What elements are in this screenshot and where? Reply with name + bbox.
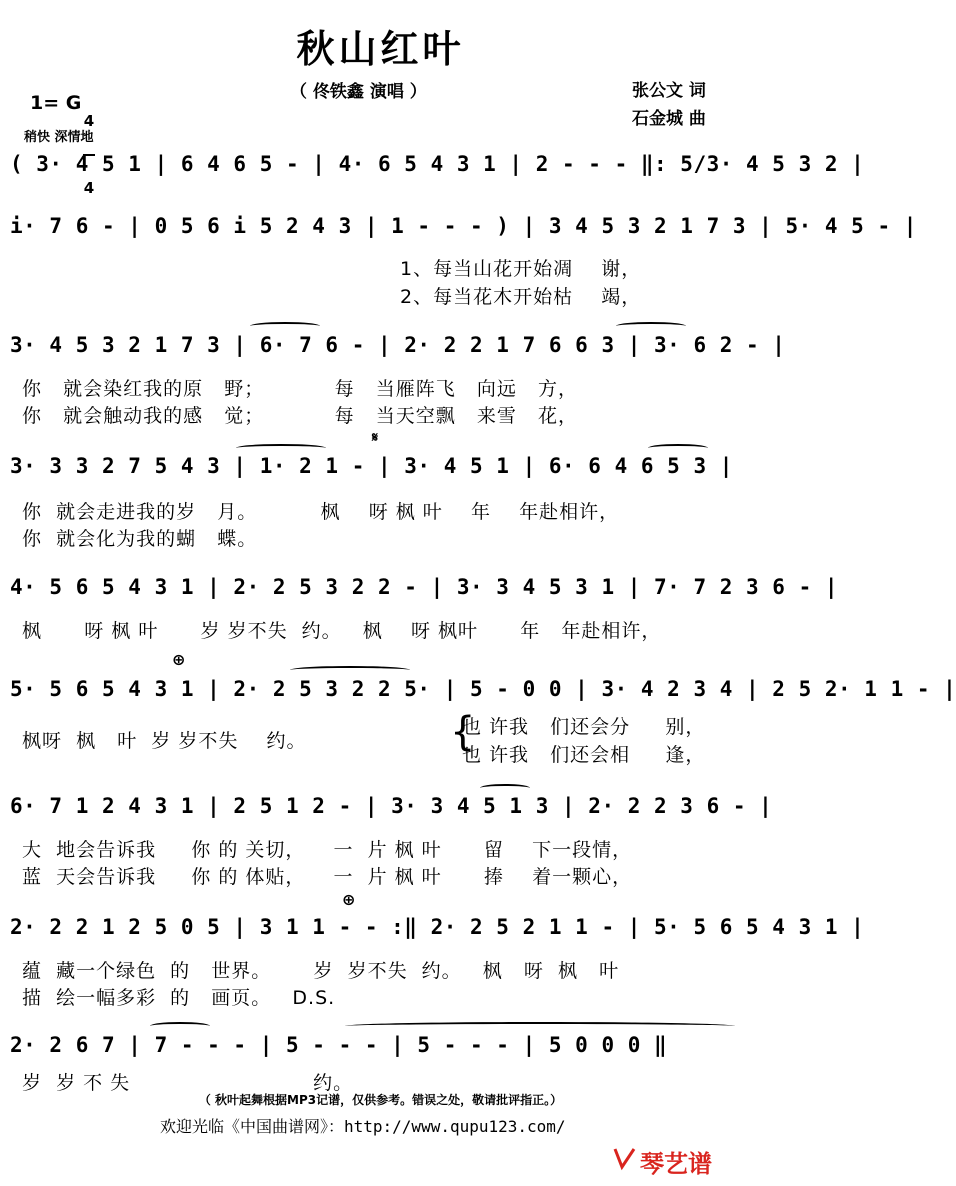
- lyric-line-8a: 蕴 藏一个绿色 的 世界。 岁 岁不失 约。 枫 呀 枫 叶: [22, 960, 620, 982]
- music-line-7: 6· 7 1 2 4 3 1 | 2 5 1 2 - | 3· 3 4 5 1 3 | 2· 2 2 3 6 - |: [10, 794, 773, 818]
- music-line-4: 3· 3 3 2 7 5 4 3 | 1· 2 1 - | 3· 4 5 1 | 6· 6 4 6 5 3 |: [10, 454, 733, 478]
- lyric-line-6c: 也 许我 们还会相 逢，: [462, 744, 706, 766]
- coda-sign-1: ⊕: [172, 650, 186, 669]
- lyric-line-3a: 你 就会染红我的原 野； 每 当雁阵飞 向远 方，: [22, 378, 578, 400]
- music-line-3: 3· 4 5 3 2 1 7 3 | 6· 7 6 - | 2· 2 2 1 7 6 6 3 | 3· 6 2 - |: [10, 333, 786, 357]
- music-line-5: 4· 5 6 5 4 3 1 | 2· 2 5 3 2 2 - | 3· 3 4 5 3 1 | 7· 7 2 3 6 - |: [10, 575, 839, 599]
- time-signature-bottom: 4: [83, 179, 95, 197]
- lyric-line-2a: 1、每当山花开始凋 谢，: [400, 258, 642, 280]
- logo-icon: [612, 1145, 638, 1171]
- tie-arc: [290, 666, 410, 674]
- lyric-line-9a: 岁 岁 不 失 约。: [22, 1072, 354, 1094]
- lyric-line-4b: 你 就会化为我的蝴 蝶。: [22, 528, 258, 550]
- lyric-line-6b: 也 许我 们还会分 别，: [462, 716, 706, 738]
- lyric-line-8b: 描 绘一幅多彩 的 画页。 D.S.: [22, 987, 336, 1009]
- coda-sign-2: ⊕: [342, 890, 356, 909]
- tie-arc: [648, 444, 708, 452]
- composer-credit: 石金城 曲: [632, 109, 706, 129]
- repeat-brace: {: [450, 709, 476, 755]
- website-link[interactable]: 欢迎光临《中国曲谱网》：http://www.qupu123.com/: [160, 1117, 566, 1136]
- tie-arc: [345, 1022, 735, 1030]
- music-line-2: i· 7 6 - | 0 5 6 i 5 2 4 3 | 1 - - - ) | 3 4 5 3 2 1 7 3 | 5· 4 5 - |: [10, 214, 917, 238]
- music-line-1: ( 3· 4 5 1 | 6 4 6 5 - | 4· 6 5 4 3 1 | 2 - - - ‖: 5/3· 4 5 3 2 |: [10, 152, 865, 176]
- time-signature: [83, 89, 95, 208]
- music-line-8: 2· 2 2 1 2 5 0 5 | 3 1 1 - - :‖ 2· 2 5 2 1 1 - | 5· 5 6 5 4 3 1 |: [10, 915, 865, 939]
- time-signature-top: 4: [83, 112, 95, 130]
- tie-arc: [616, 322, 686, 330]
- tie-arc: [236, 444, 326, 452]
- tie-arc: [150, 1022, 210, 1030]
- lyric-line-5a: 枫 呀 枫 叶 岁 岁不失 约。 枫 呀 枫叶 年 年赴相许，: [22, 620, 662, 642]
- tie-arc: [250, 322, 320, 330]
- key-signature: 1= G: [30, 92, 82, 114]
- tempo-marking: 稍快 深情地: [24, 130, 94, 145]
- song-title: 秋山红叶: [296, 27, 465, 71]
- tie-arc: [480, 784, 530, 792]
- lyric-line-7b: 蓝 天会告诉我 你 的 体贴， 一 片 枫 叶 捧 着一颗心，: [22, 866, 633, 888]
- music-line-6: 5· 5 6 5 4 3 1 | 2· 2 5 3 2 2 5· | 5 - 0 0 | 3· 4 2 3 4 | 2 5 2· 1 1 - |: [10, 677, 956, 701]
- lyric-line-4a: 你 就会走进我的岁 月。 枫 呀 枫 叶 年 年赴相许，: [22, 501, 620, 523]
- lyric-line-6a: 枫呀 枫 叶 岁 岁不失 约。: [22, 730, 307, 752]
- singer-credit: （ 佟铁鑫 演唱 ）: [290, 82, 427, 102]
- footnote: （ 秋叶起舞根据MP3记谱，仅供参考。错误之处，敬请批评指正。）: [198, 1093, 563, 1107]
- lyric-line-7a: 大 地会告诉我 你 的 关切， 一 片 枫 叶 留 下一段情，: [22, 839, 633, 861]
- lyric-line-3b: 你 就会触动我的感 觉； 每 当天空飘 来雪 花，: [22, 405, 578, 427]
- lyric-line-2b: 2、每当花木开始枯 竭，: [400, 286, 642, 308]
- logo-text: 琴艺谱: [640, 1150, 712, 1178]
- lyricist-credit: 张公文 词: [632, 81, 706, 101]
- segno-sign: 𝄋: [372, 430, 379, 446]
- music-line-9: 2· 2 6 7 | 7 - - - | 5 - - - | 5 - - - | 5 0 0 0 ‖: [10, 1033, 668, 1057]
